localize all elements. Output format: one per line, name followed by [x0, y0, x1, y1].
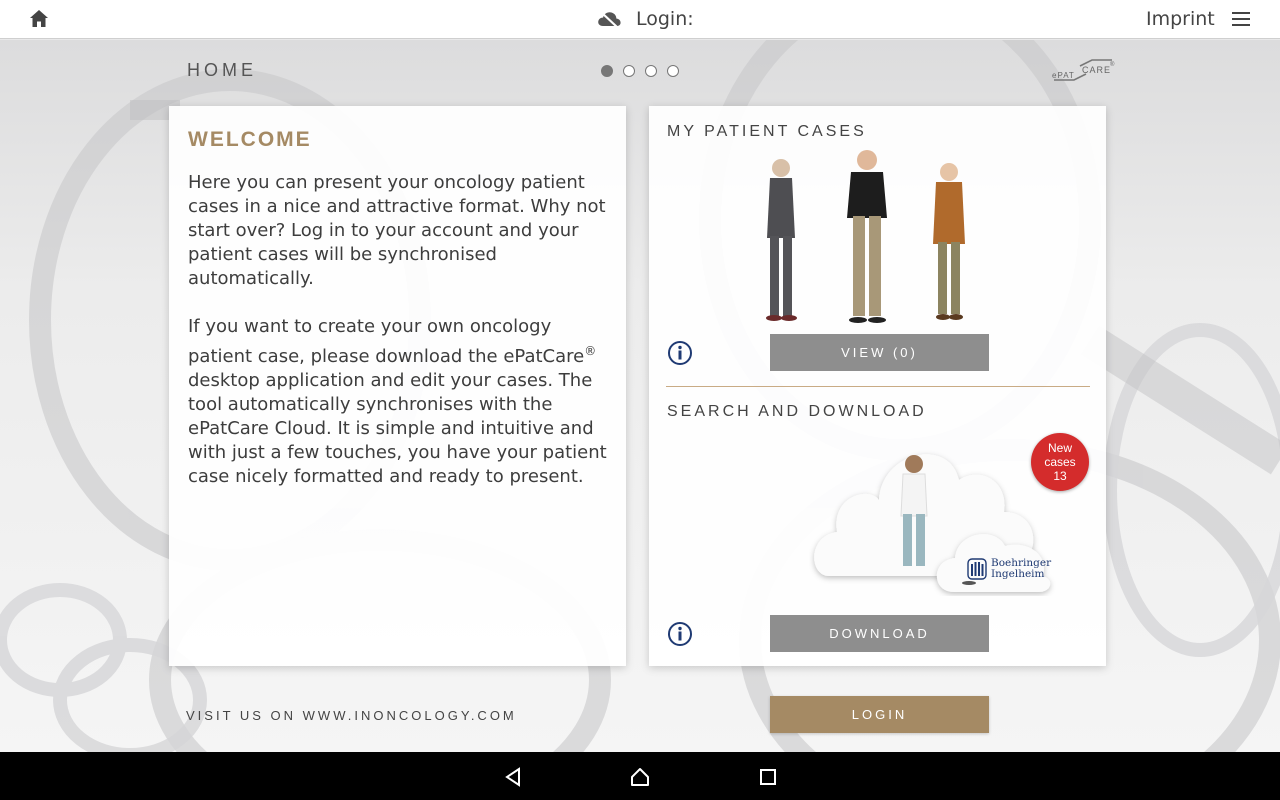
svg-text:CARE: CARE: [1082, 65, 1112, 75]
page-dot[interactable]: [667, 65, 679, 77]
welcome-paragraph-part: desktop application and edit your cases. The tool automatically synchronises with the ePatCare Cloud. It is simple and intuitive and with just a few touches, you have your patient case nicely formatted and ready to present.: [188, 370, 607, 487]
recent-apps-icon[interactable]: [757, 766, 779, 788]
welcome-paragraph: Here you can present your oncology patient cases in a nice and attractive format. Why not start over? Log in to your account and your patient cases will be synchronised automatically.: [188, 172, 606, 289]
search-download-title: SEARCH AND DOWNLOAD: [667, 403, 927, 420]
visit-website-link[interactable]: VISIT US ON WWW.INONCOLOGY.COM: [186, 708, 517, 723]
welcome-paragraph-part: If you want to create your own oncology patient case, please download the ePatCare: [188, 316, 585, 367]
patients-illustration: [739, 148, 999, 330]
info-icon[interactable]: [667, 340, 693, 366]
badge-cases: cases: [1044, 455, 1076, 469]
svg-text:®: ®: [1110, 62, 1115, 68]
cloud-off-icon: [596, 9, 622, 29]
boehringer-ingelheim-icon: [967, 558, 987, 580]
patient-cases-panel: [649, 106, 1106, 666]
my-patient-cases-title: MY PATIENT CASES: [667, 123, 867, 140]
info-icon[interactable]: [667, 621, 693, 647]
page-indicator[interactable]: [601, 65, 679, 77]
page-dot[interactable]: [623, 65, 635, 77]
back-icon[interactable]: [502, 766, 524, 788]
menu-icon[interactable]: [1231, 10, 1251, 28]
section-divider: [666, 386, 1090, 387]
registered-mark: ®: [584, 344, 597, 358]
badge-new: New: [1047, 441, 1072, 455]
page-dot[interactable]: [601, 65, 613, 77]
system-navigation-bar: [0, 752, 1280, 800]
badge-count: 13: [1053, 469, 1067, 483]
imprint-link[interactable]: Imprint: [1146, 8, 1215, 30]
new-cases-badge: [1031, 433, 1089, 491]
login-label: Login:: [636, 8, 694, 30]
epatcare-logo: [1050, 58, 1116, 86]
welcome-text: [188, 171, 616, 513]
partner-name-line: Boehringer: [991, 557, 1052, 569]
svg-text:ePAT: ePAT: [1052, 71, 1075, 80]
welcome-paragraph: [188, 315, 616, 489]
page-title: HOME: [187, 60, 257, 80]
login-status[interactable]: [596, 8, 694, 30]
download-button[interactable]: DOWNLOAD: [770, 615, 989, 652]
login-button[interactable]: LOGIN: [770, 696, 989, 733]
boehringer-ingelheim-logo: [967, 558, 1051, 580]
home-icon[interactable]: [28, 8, 50, 30]
top-bar: [0, 0, 1280, 39]
page-dot[interactable]: [645, 65, 657, 77]
view-cases-button[interactable]: VIEW (0): [770, 334, 989, 371]
welcome-panel: [169, 106, 626, 666]
home-nav-icon[interactable]: [629, 766, 651, 788]
welcome-title: WELCOME: [188, 128, 312, 151]
partner-name-line: Ingelheim: [991, 568, 1045, 580]
